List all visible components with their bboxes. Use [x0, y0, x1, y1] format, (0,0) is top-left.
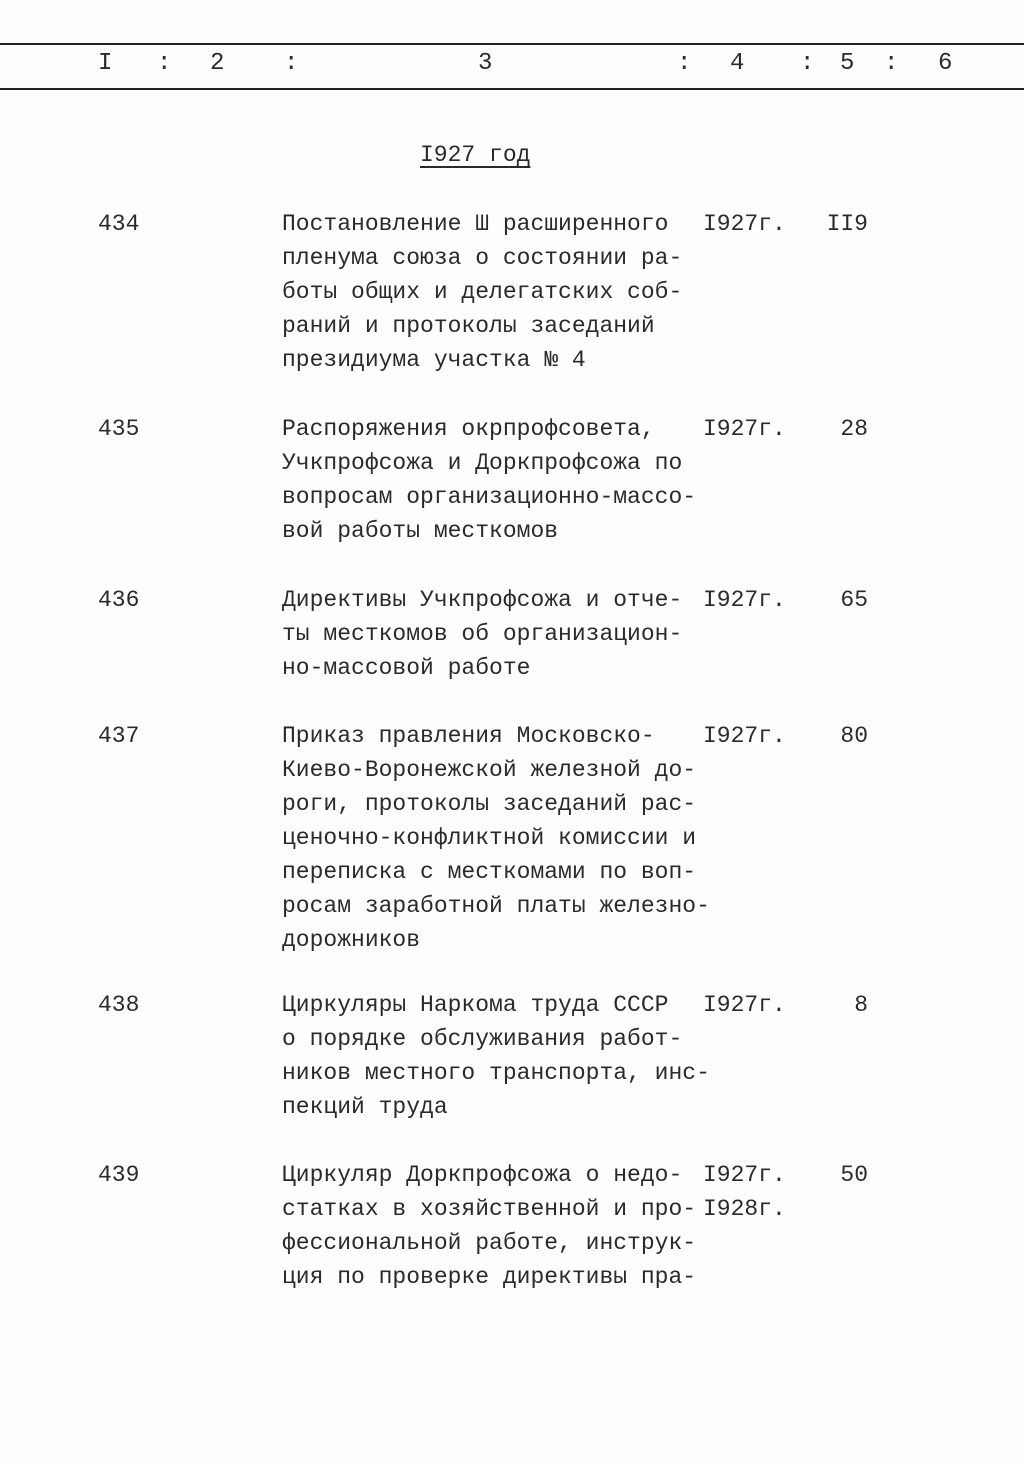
description-line: Киево-Воронежской железной до-: [282, 757, 697, 783]
section-title: I927 год: [420, 142, 531, 168]
entry-description: [282, 1158, 696, 1294]
column-separator: :: [157, 50, 172, 77]
description-line: статках в хозяйственной и про-: [282, 1196, 697, 1222]
description-line: Циркуляры Наркома труда СССР: [282, 992, 669, 1018]
entry-dates: [703, 988, 786, 1022]
description-line: президиума участка № 4: [282, 347, 586, 373]
header-top-rule: [0, 43, 1024, 45]
entry-sheet-count: 80: [840, 723, 868, 749]
entry-dates: [703, 207, 786, 241]
entry-sheet-count: 50: [840, 1162, 868, 1188]
description-line: Учкпрофсожа и Доркпрофсожа по: [282, 450, 683, 476]
entry-number: 436: [98, 587, 140, 613]
entry-description: [282, 412, 696, 548]
column-1-label: I: [98, 50, 113, 77]
description-line: росам заработной платы железно-: [282, 893, 710, 919]
entry-description: [282, 988, 710, 1124]
column-separator: :: [284, 50, 299, 77]
description-line: Циркуляр Доркпрофсожа о недо-: [282, 1162, 683, 1188]
entry-number: 438: [98, 992, 140, 1018]
entry-number: 435: [98, 416, 140, 442]
description-line: ценочно-конфликтной комиссии и: [282, 825, 697, 851]
description-line: Директивы Учкпрофсожа и отче-: [282, 587, 683, 613]
description-line: пленума союза о состоянии ра-: [282, 245, 683, 271]
entry-description: [282, 207, 682, 377]
entry-description: [282, 583, 682, 685]
description-line: фессиональной работе, инструк-: [282, 1230, 697, 1256]
entry-year: I928г.: [703, 1196, 786, 1222]
description-line: раний и протоколы заседаний: [282, 313, 655, 339]
description-line: Распоряжения окрпрофсовета,: [282, 416, 655, 442]
description-line: ников местного транспорта, инс-: [282, 1060, 710, 1086]
column-separator: :: [677, 50, 692, 77]
entry-description: [282, 719, 710, 957]
entry-sheet-count: 8: [854, 992, 868, 1018]
description-line: вопросам организационно-массо-: [282, 484, 697, 510]
description-line: пекций труда: [282, 1094, 448, 1120]
entry-number: 439: [98, 1162, 140, 1188]
entry-sheet-count: 65: [840, 587, 868, 613]
description-line: Постановление Ш расширенного: [282, 211, 669, 237]
column-2-label: 2: [210, 50, 225, 77]
column-separator: :: [884, 50, 899, 77]
description-line: Приказ правления Московско-: [282, 723, 655, 749]
entry-dates: [703, 719, 786, 753]
entry-number: 437: [98, 723, 140, 749]
description-line: ты месткомов об организацион-: [282, 621, 683, 647]
entry-sheet-count: 28: [840, 416, 868, 442]
entry-dates: [703, 583, 786, 617]
description-line: роги, протоколы заседаний рас-: [282, 791, 697, 817]
description-line: о порядке обслуживания работ-: [282, 1026, 683, 1052]
entry-year: I927г.: [703, 416, 786, 442]
entry-year: I927г.: [703, 723, 786, 749]
entry-number: 434: [98, 211, 140, 237]
description-line: дорожников: [282, 927, 421, 953]
entry-dates: [703, 1158, 786, 1226]
column-3-label: 3: [478, 50, 493, 77]
description-line: но-массовой работе: [282, 655, 531, 681]
entry-year: I927г.: [703, 1162, 786, 1188]
description-line: боты общих и делегатских соб-: [282, 279, 683, 305]
description-line: вой работы месткомов: [282, 518, 559, 544]
description-line: переписка с месткомами по воп-: [282, 859, 697, 885]
entry-dates: [703, 412, 786, 446]
column-separator: :: [800, 50, 815, 77]
entry-year: I927г.: [703, 587, 786, 613]
entry-year: I927г.: [703, 992, 786, 1018]
column-4-label: 4: [730, 50, 745, 77]
entry-year: I927г.: [703, 211, 786, 237]
header-bottom-rule: [0, 88, 1024, 90]
column-5-label: 5: [840, 50, 855, 77]
column-6-label: 6: [938, 50, 953, 77]
entry-sheet-count: II9: [826, 211, 868, 237]
description-line: ция по проверке директивы пра-: [282, 1264, 697, 1290]
